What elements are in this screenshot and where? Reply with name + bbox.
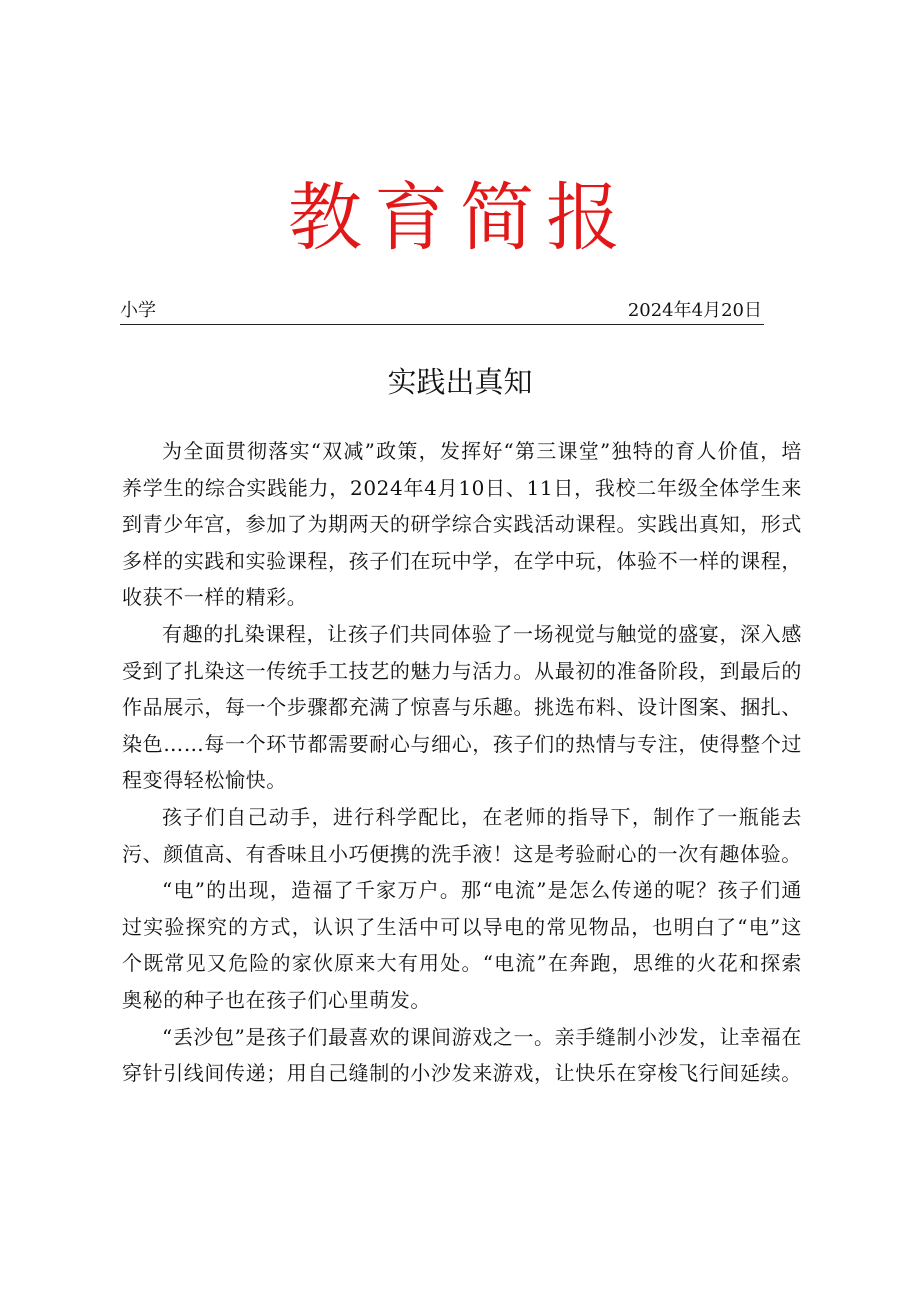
paragraph-tie-dye: 有趣的扎染课程，让孩子们共同体验了一场视觉与触觉的盛宴，深入感受到了扎染这一传统手工技艺的魅力与活力。从最初的准备阶段，到最后的作品展示，每一个步骤都充满了惊喜与乐趣。挑选布料、设计图案、捆扎、染色……每一个环节都需要耐心与细心，孩子们的热情与专注，使得整个过程变得轻松愉快。	[122, 621, 802, 793]
paragraph-electricity: “电”的出现，造福了千家万户。那“电流”是怎么传递的呢？孩子们通过实验探究的方式，认识了生活中可以导电的常见物品，也明白了“电”这个既常见又危险的家伙原来大有用处。“电流”在奔跑，思维的火花和探索奥秘的种子也在孩子们心里萌发。	[122, 878, 802, 1012]
school-label: 小学	[120, 300, 156, 321]
article-headline: 实践出真知	[387, 365, 533, 399]
paragraph-intro: 为全面贯彻落实“双减”政策，发挥好“第三课堂”独特的育人价值，培养学生的综合实践能力，2024年4月10日、11日，我校二年级全体学生来到青少年宫，参加了为期两天的研学综合实践活动课程。实践出真知，形式多样的实践和实验课程，孩子们在玩中学，在学中玩，体验不一样的课程，收获不一样的精彩。	[122, 439, 802, 610]
paragraph-sandbag: “丢沙包”是孩子们最喜欢的课间游戏之一。亲手缝制小沙发，让幸福在穿针引线间传递；用自己缝制的小沙发来游戏，让快乐在穿梭飞行间延续。	[122, 1024, 802, 1086]
masthead-title: 教育简报	[288, 175, 632, 261]
issue-date: 2024年4月20日	[627, 300, 762, 321]
issue-line	[120, 298, 764, 325]
paragraph-hand-soap: 孩子们自己动手，进行科学配比，在老师的指导下，制作了一瓶能去污、颜值高、有香味且小巧便携的洗手液！这是考验耐心的一次有趣体验。	[122, 804, 802, 866]
article-body	[122, 433, 802, 1092]
